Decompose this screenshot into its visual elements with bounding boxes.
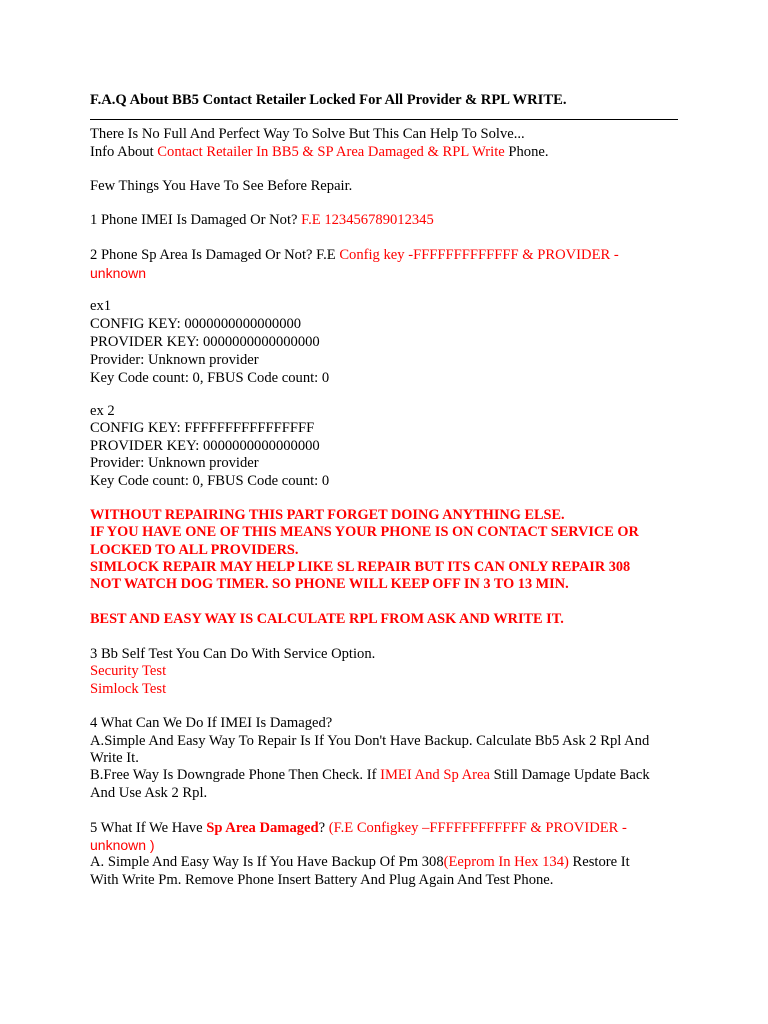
intro-highlight: Contact Retailer In BB5 & SP Area Damaged & RPL Write [157, 144, 505, 160]
ex2-config: CONFIG KEY: FFFFFFFFFFFFFFFF [90, 420, 315, 436]
simlock-test: Simlock Test [90, 681, 167, 697]
item-4-answer-b-text: B.Free Way Is Downgrade Phone Then Check. If [90, 767, 381, 783]
item-5-question-highlight: Sp Area Damaged [206, 820, 319, 836]
item-2-example: Config key -FFFFFFFFFFFFF & PROVIDER - [339, 247, 619, 263]
item-2-question: 2 Phone Sp Area Is Damaged Or Not? F.E [90, 247, 340, 263]
warning-line-4: SIMLOCK REPAIR MAY HELP LIKE SL REPAIR BUT ITS CAN ONLY REPAIR 308 [90, 559, 631, 575]
ex2-counts: Key Code count: 0, FBUS Code count: 0 [90, 473, 330, 489]
item-4-answer-a-cont: Write It. [90, 750, 139, 766]
best-way-line: BEST AND EASY WAY IS CALCULATE RPL FROM ASK AND WRITE IT. [90, 611, 564, 627]
item-5-answer-a-text: A. Simple And Easy Way Is If You Have Backup Of Pm 308 [90, 854, 444, 870]
item-1-example: F.E 123456789012345 [301, 212, 434, 228]
title-divider [90, 119, 678, 120]
item-5-question-mark: ? [318, 820, 329, 836]
item-5-question [90, 819, 627, 837]
ex1-counts: Key Code count: 0, FBUS Code count: 0 [90, 370, 330, 386]
ex2-provider: Provider: Unknown provider [90, 455, 259, 471]
warning-line-3: LOCKED TO ALL PROVIDERS. [90, 542, 299, 558]
few-things-line: Few Things You Have To See Before Repair. [90, 178, 353, 194]
security-test: Security Test [90, 663, 167, 679]
warning-line-5: NOT WATCH DOG TIMER. SO PHONE WILL KEEP OFF IN 3 TO 13 MIN. [90, 576, 569, 592]
intro-line-1: There Is No Full And Perfect Way To Solve But This Can Help To Solve... [90, 126, 525, 142]
ex2-provider-key: PROVIDER KEY: 0000000000000000 [90, 438, 320, 454]
intro-text-end: Phone. [504, 144, 549, 160]
intro-line-2 [90, 143, 549, 161]
item-1 [90, 211, 434, 229]
ex1-provider-key: PROVIDER KEY: 0000000000000000 [90, 334, 320, 350]
item-5-example-cont: unknown ) [90, 837, 155, 853]
item-5-answer-a [90, 853, 630, 871]
ex1-provider: Provider: Unknown provider [90, 352, 259, 368]
ex1-config: CONFIG KEY: 0000000000000000 [90, 316, 302, 332]
item-5-question-text: 5 What If We Have [90, 820, 207, 836]
item-1-question: 1 Phone IMEI Is Damaged Or Not? [90, 212, 302, 228]
warning-line-2: IF YOU HAVE ONE OF THIS MEANS YOUR PHONE IS ON CONTACT SERVICE OR [90, 524, 639, 540]
item-5-answer-a-text-end: Restore It [568, 854, 630, 870]
item-4-answer-b-cont: And Use Ask 2 Rpl. [90, 785, 208, 801]
item-4-answer-b-text-end: Still Damage Update Back [489, 767, 650, 783]
item-2 [90, 246, 619, 264]
page-title: F.A.Q About BB5 Contact Retailer Locked For All Provider & RPL WRITE. [90, 92, 567, 108]
intro-text: Info About [90, 144, 158, 160]
item-4-answer-b [90, 766, 650, 784]
item-5-answer-a-highlight: (Eeprom In Hex 134) [443, 854, 569, 870]
item-4-answer-a: A.Simple And Easy Way To Repair Is If You Don't Have Backup. Calculate Bb5 Ask 2 Rpl And [90, 733, 650, 749]
warning-line-1: WITHOUT REPAIRING THIS PART FORGET DOING ANYTHING ELSE. [90, 507, 565, 523]
ex1-label: ex1 [90, 298, 112, 314]
item-2-example-cont: unknown [90, 265, 147, 281]
item-5-answer-a-cont: With Write Pm. Remove Phone Insert Battery And Plug Again And Test Phone. [90, 872, 554, 888]
item-4-answer-b-highlight: IMEI And Sp Area [380, 767, 490, 783]
item-4-question: 4 What Can We Do If IMEI Is Damaged? [90, 715, 333, 731]
item-3: 3 Bb Self Test You Can Do With Service Option. [90, 646, 376, 662]
ex2-label: ex 2 [90, 403, 115, 419]
item-5-example: (F.E Configkey –FFFFFFFFFFFF & PROVIDER - [328, 820, 627, 836]
